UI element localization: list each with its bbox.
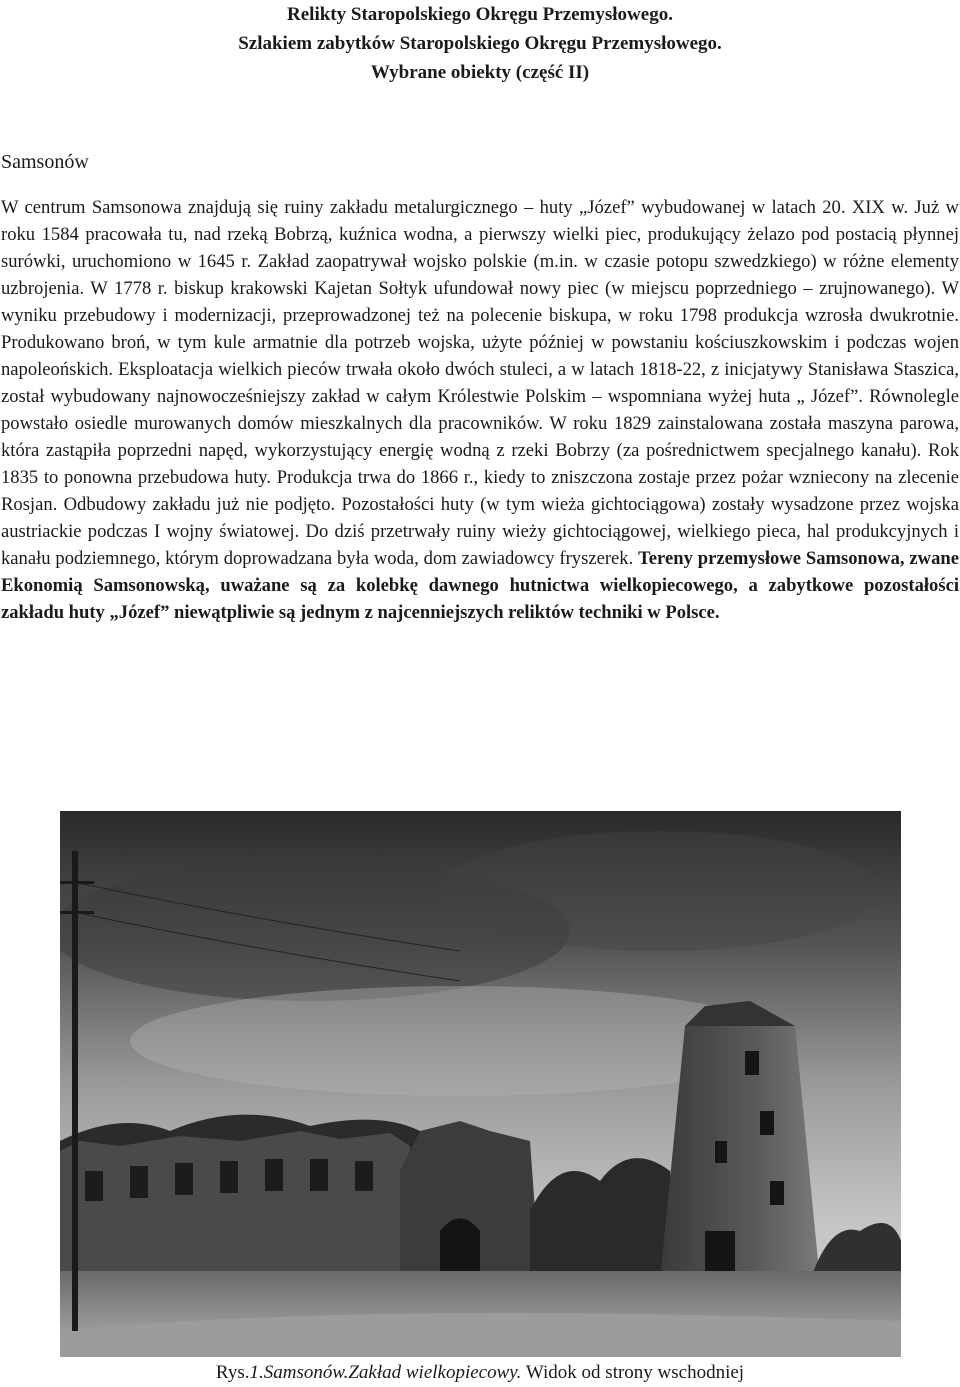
body-bold-text: Tereny przemysłowe Samsonowa, zwane Ekonomią Samsonowską, uważane są za kolebkę dawnego hutnictwa wielkopiecowego, a zabytkowe pozostałości zakładu huty „Józef” niewątpliwie są jednym z najcenniejszych reliktów techniki w Polsce. <box>1 548 959 623</box>
header-line-1: Relikty Staropolskiego Okręgu Przemysłowego. <box>287 4 673 25</box>
factory-ruins-photo <box>60 811 901 1357</box>
caption-title: 1.Samsonów.Zakład wielkopiecowy. <box>249 1362 522 1383</box>
figure-caption <box>0 1360 960 1386</box>
body-text: W centrum Samsonowa znajdują się ruiny zakładu metalurgicznego – huty „Józef” wybudowanej w latach 20. XIX w. Już w roku 1584 pracowała tu, nad rzeką Bobrzą, kuźnica wodna, a pierwszy wielki piec, produkujący żelazo pod postacią płynnej surówki, uruchomiono w 1645 r. Zakład zaopatrywał wojsko polskie (m.in. w czasie potopu szwedzkiego) w różne elementy uzbrojenia. W 1778 r. biskup krakowski Kajetan Sołtyk ufundował nowy piec (w miejscu poprzedniego – zrujnowanego). W wyniku przebudowy i modernizacji, przeprowadzonej też na polecenie biskupa, w roku 1798 produkcja wzrosła dwukrotnie. Produkowano broń, w tym kule armatnie dla potrzeb wojska, użyte później w powstaniu kościuszkowskim i podczas wojen napoleońskich. Eksploatacja wielkich pieców trwała około dwóch stuleci, a w latach 1818-22, z inicjatywy Stanisława Staszica, został wybudowany najnowocześniejszy zakład w całym Królestwie Polskim – wspomniana wyżej huta „ Józef”. Równolegle powstało osiedle murowanych domów mieszkalnych dla pracowników. W roku 1829 zainstalowana została maszyna parowa, która zastąpiła poprzedni napęd, wykorzystujący energię wodną z rzeki Bobrzy (za pośrednictwem specjalnego kanału). Rok 1835 to ponowna przebudowa huty. Produkcja trwa do 1866 r., kiedy to zniszczona zostaje przez pożar wzniecony na zlecenie Rosjan. Odbudowy zakładu już nie podjęto. Pozostałości huty (w tym wieża gichtociągowa) zostały wysadzone przez wojska austriackie podczas I wojny światowej. Do dziś przetrwały ruiny wieży gichtociągowej, wielkiego pieca, hal produkcyjnych i kanału podziemnego, którym doprowadzana była woda, dom zawiadowcy fryszerek. <box>1 197 959 569</box>
caption-prefix: Rys. <box>215 1362 250 1383</box>
caption-description: Widok od strony wschodniej <box>521 1362 745 1383</box>
header-line-3: Wybrane obiekty (część II) <box>370 62 590 83</box>
section-title: Samsonów <box>1 151 89 173</box>
body-paragraph <box>1 194 959 626</box>
header-line-2: Szlakiem zabytków Staropolskiego Okręgu Przemysłowego. <box>238 33 722 54</box>
